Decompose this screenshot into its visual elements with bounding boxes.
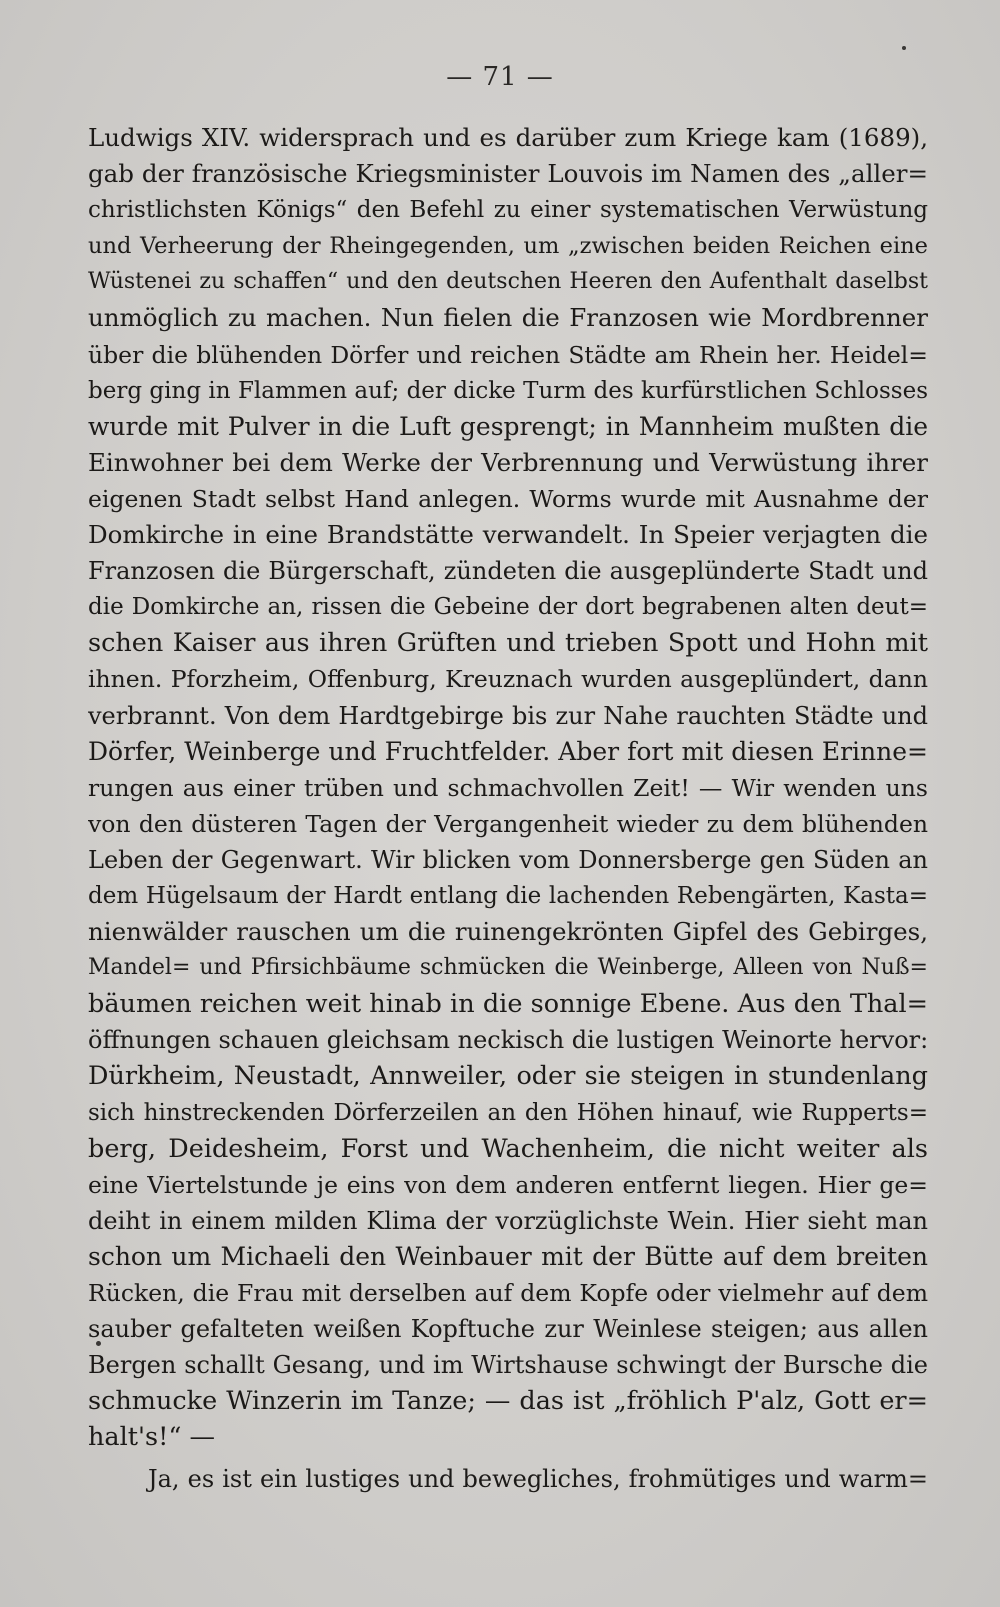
text-line: berg ging in Flammen auf; der dicke Turm des kurfürstlichen Schlosses	[88, 377, 928, 404]
text-line: schmucke Winzerin im Tanze; — das ist „fröhlich P'alz, Gott er=	[88, 1386, 928, 1417]
text-line: Dörfer, Weinberge und Fruchtfelder. Aber fort mit diesen Erinne=	[88, 736, 928, 766]
print-speck	[902, 46, 906, 50]
text-line: verbrannt. Von dem Hardtgebirge bis zur Nahe rauchten Städte und	[88, 701, 928, 730]
text-line: eigenen Stadt selbst Hand anlegen. Worms wurde mit Ausnahme der	[88, 484, 928, 513]
text-line: Leben der Gegenwart. Wir blicken vom Donnersberge gen Süden an	[88, 845, 928, 874]
text-line: Domkirche in eine Brandstätte verwandelt. In Speier verjagten die	[88, 520, 928, 550]
text-line: unmöglich zu machen. Nun fielen die Franzosen wie Mordbrenner	[88, 303, 928, 333]
text-line: Mandel= und Pfirsichbäume schmücken die Weinberge, Alleen von Nuß=	[88, 955, 928, 981]
text-line: Ludwigs XIV. widersprach und es darüber zum Kriege kam (1689),	[88, 123, 928, 152]
text-line: rungen aus einer trüben und schmachvollen Zeit! — Wir wenden uns	[88, 773, 928, 802]
text-line: Einwohner bei dem Werke der Verbrennung und Verwüstung ihrer	[88, 447, 928, 477]
text-line: christlichsten Königs“ den Befehl zu einer systematischen Verwüstung	[88, 197, 928, 224]
text-line: über die blühenden Dörfer und reichen Städte am Rhein her. Heidel=	[88, 340, 928, 369]
text-line: die Domkirche an, rissen die Gebeine der dort begrabenen alten deut=	[88, 594, 928, 621]
text-line: deiht in einem milden Klima der vorzüglichste Wein. Hier sieht man	[88, 1206, 928, 1235]
text-line: und Verheerung der Rheingegenden, um „zwischen beiden Reichen eine	[88, 233, 928, 260]
text-line: schon um Michaeli den Weinbauer mit der Bütte auf dem breiten	[88, 1241, 928, 1271]
text-line: Dürkheim, Neustadt, Annweiler, oder sie steigen in stundenlang	[88, 1061, 928, 1092]
text-line: halt's!“ —	[88, 1422, 216, 1453]
text-line: bäumen reichen weit hinab in die sonnige Ebene. Aus den Thal=	[88, 989, 928, 1020]
text-line: Wüstenei zu schaffen“ und den deutschen Heeren den Aufenthalt daselbst	[88, 269, 928, 295]
text-line: ihnen. Pforzheim, Offenburg, Kreuznach wurden ausgeplündert, dann	[88, 665, 928, 694]
text-line: Bergen schallt Gesang, und im Wirtshause schwingt der Bursche die	[88, 1351, 928, 1380]
text-line: Rücken, die Frau mit derselben auf dem Kopfe oder vielmehr auf dem	[88, 1279, 928, 1307]
text-line: wurde mit Pulver in die Luft gesprengt; in Mannheim mußten die	[88, 411, 928, 441]
text-line: nienwälder rauschen um die ruinengekrönten Gipfel des Gebirges,	[88, 917, 928, 947]
text-line: sich hinstreckenden Dörferzeilen an den Höhen hinauf, wie Rupperts=	[88, 1099, 928, 1126]
text-line: Ja, es ist ein lustiges und bewegliches, frohmütiges und warm=	[148, 1465, 928, 1494]
text-line: eine Viertelstunde je eins von dem anderen entfernt liegen. Hier ge=	[88, 1170, 928, 1199]
text-line: berg, Deidesheim, Forst und Wachenheim, die nicht weiter als	[88, 1133, 928, 1164]
text-line: dem Hügelsaum der Hardt entlang die lachenden Rebengärten, Kasta=	[88, 882, 928, 909]
text-line: von den düsteren Tagen der Vergangenheit wieder zu dem blühenden	[88, 809, 928, 838]
page-number: — 71 —	[446, 62, 554, 92]
text-line: sauber gefalteten weißen Kopftuche zur Weinlese steigen; aus allen	[88, 1315, 928, 1344]
paragraph	[88, 1461, 928, 1497]
body-text	[88, 120, 928, 1498]
text-line: gab der französische Kriegsminister Louvois im Namen des „aller=	[88, 159, 928, 189]
text-line: schen Kaiser aus ihren Grüften und trieben Spott und Hohn mit	[88, 628, 928, 659]
text-line: öffnungen schauen gleichsam neckisch die lustigen Weinorte hervor:	[88, 1026, 928, 1055]
paragraph	[88, 120, 928, 1455]
text-line: Franzosen die Bürgerschaft, zündeten die ausgeplünderte Stadt und	[88, 557, 928, 586]
